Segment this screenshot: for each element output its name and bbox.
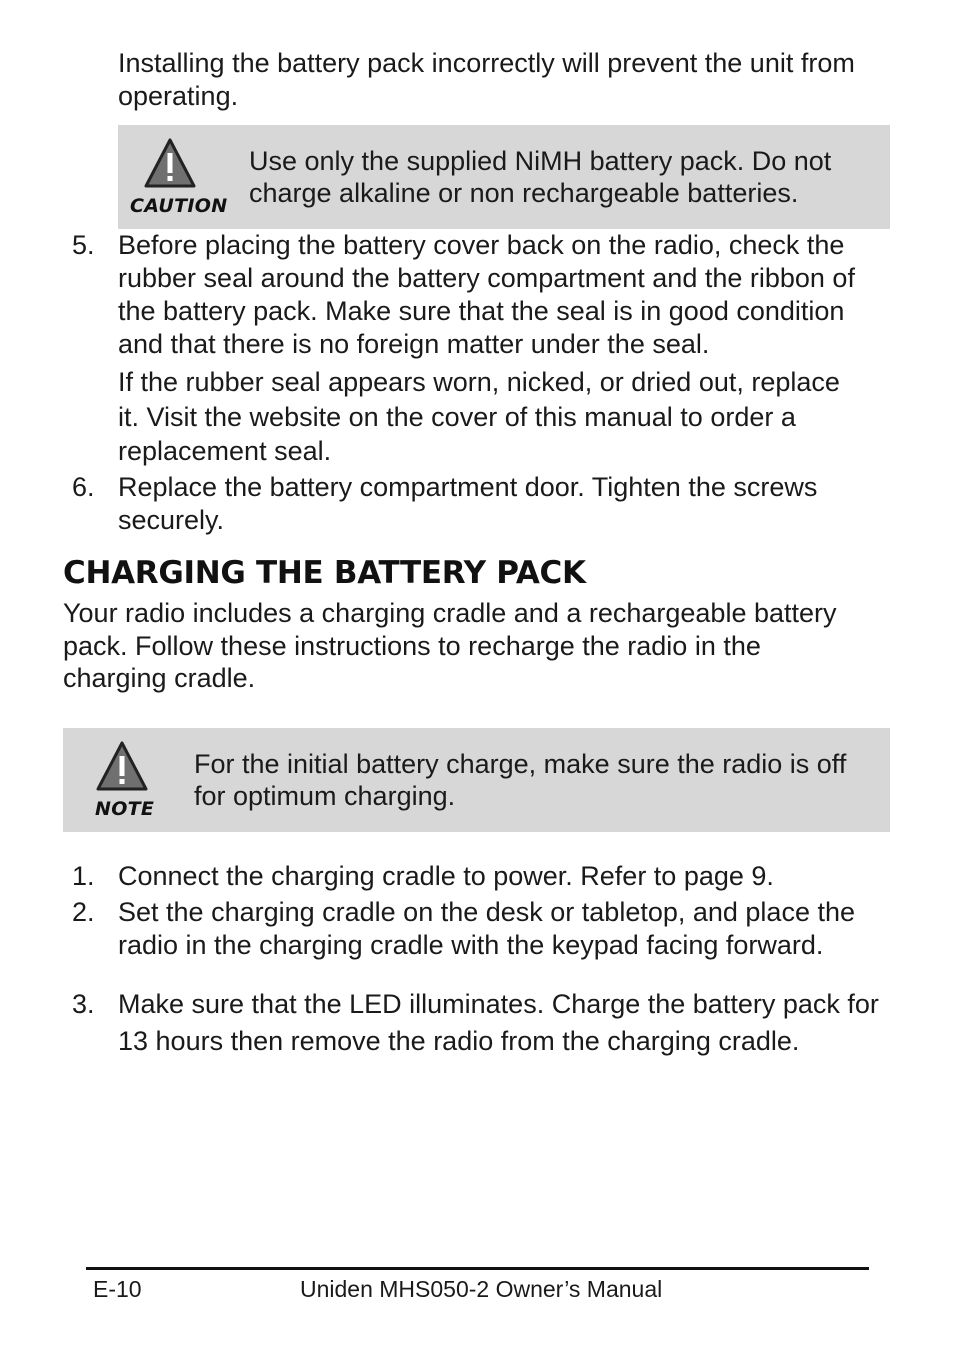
section-paragraph bbox=[63, 597, 903, 695]
footer-divider bbox=[86, 1267, 869, 1270]
step-line: securely. bbox=[118, 505, 225, 535]
caution-line: Use only the supplied NiMH battery pack. Do not bbox=[249, 146, 832, 176]
caution-box bbox=[118, 125, 890, 229]
step-line: and that there is no foreign matter under the seal. bbox=[118, 329, 710, 359]
section-heading: CHARGING THE BATTERY PACK bbox=[63, 555, 586, 591]
warning-triangle-icon bbox=[143, 137, 197, 189]
paragraph-line: Your radio includes a charging cradle and a rechargeable battery bbox=[63, 598, 837, 628]
step-number: 2. bbox=[72, 897, 95, 927]
note-label: NOTE bbox=[95, 798, 155, 820]
step-line: 13 hours then remove the radio from the charging cradle. bbox=[118, 1026, 800, 1056]
caution-text bbox=[249, 145, 889, 209]
intro-line: operating. bbox=[118, 81, 239, 111]
footer-title: Uniden MHS050-2 Owner’s Manual bbox=[300, 1276, 663, 1302]
step-body bbox=[118, 229, 908, 469]
step-extra bbox=[118, 365, 908, 469]
step-line: Replace the battery compartment door. Tighten the screws bbox=[118, 472, 818, 502]
step-line: radio in the charging cradle with the keypad facing forward. bbox=[118, 930, 824, 960]
note-text bbox=[194, 748, 884, 812]
page-number: E-10 bbox=[93, 1276, 142, 1302]
step-line: the battery pack. Make sure that the seal is in good condition bbox=[118, 296, 845, 326]
step-line: Before placing the battery cover back on the radio, check the bbox=[118, 230, 845, 260]
note-line: For the initial battery charge, make sure the radio is off bbox=[194, 749, 847, 779]
warning-triangle-icon bbox=[95, 740, 149, 792]
note-line: for optimum charging. bbox=[194, 781, 456, 811]
intro-line: Installing the battery pack incorrectly will prevent the unit from bbox=[118, 48, 855, 78]
step-body bbox=[118, 896, 908, 962]
step-number: 3. bbox=[72, 989, 95, 1019]
step-line: If the rubber seal appears worn, nicked, or dried out, replace bbox=[118, 367, 840, 397]
caution-line: charge alkaline or non rechargeable batteries. bbox=[249, 178, 799, 208]
step-number: 6. bbox=[72, 472, 95, 502]
step-number: 1. bbox=[72, 861, 95, 891]
intro-paragraph bbox=[118, 47, 908, 113]
step-body bbox=[118, 471, 908, 537]
step-line: Make sure that the LED illuminates. Charge the battery pack for bbox=[118, 989, 879, 1019]
step-line: rubber seal around the battery compartment and the ribbon of bbox=[118, 263, 855, 293]
note-box bbox=[63, 728, 890, 832]
caution-label: CAUTION bbox=[130, 195, 228, 217]
step-line: Connect the charging cradle to power. Refer to page 9. bbox=[118, 861, 774, 891]
step-body bbox=[118, 986, 908, 1060]
step-line: it. Visit the website on the cover of this manual to order a bbox=[118, 401, 796, 432]
paragraph-line: charging cradle. bbox=[63, 663, 256, 693]
step-number: 5. bbox=[72, 230, 95, 260]
paragraph-line: pack. Follow these instructions to recharge the radio in the bbox=[63, 630, 761, 661]
step-body bbox=[118, 860, 908, 893]
step-line: Set the charging cradle on the desk or tabletop, and place the bbox=[118, 897, 856, 927]
step-line: replacement seal. bbox=[118, 436, 332, 466]
